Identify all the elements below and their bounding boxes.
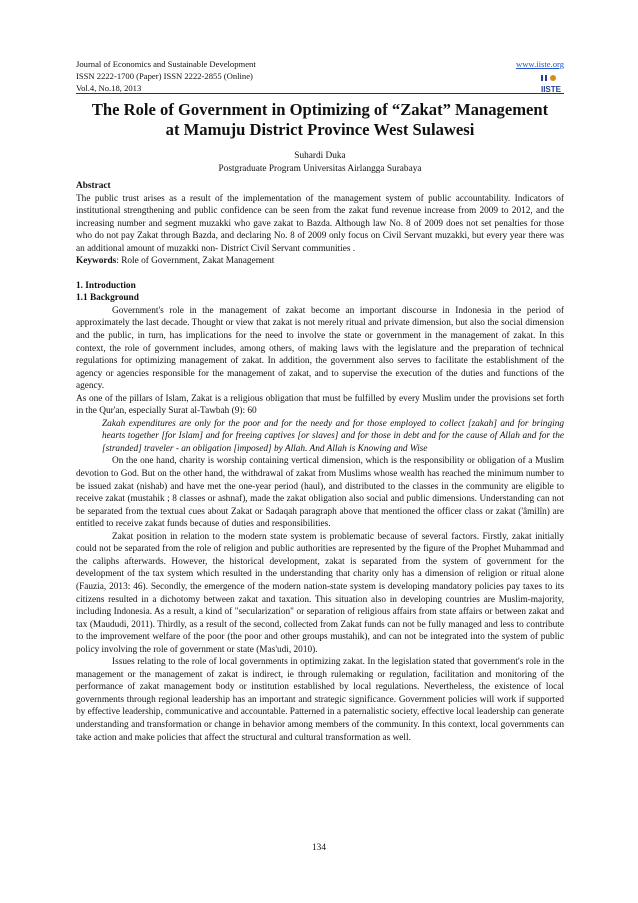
page-number: 134: [312, 843, 326, 853]
journal-name: Journal of Economics and Sustainable Development: [76, 59, 256, 69]
section-heading: 1. Introduction: [76, 280, 136, 291]
paragraph-2: As one of the pillars of Islam, Zakat is a religious obligation that must be fulfilled by every Muslim under the provisions set forth in the Qur'an, especially Surat al-Tawbah (9): 60: [76, 393, 564, 417]
logo-text: IISTE: [540, 85, 562, 94]
paper-title-line-1: The Role of Government in Optimizing of “Zakat” Management: [91, 100, 549, 119]
paper-title: [70, 100, 570, 140]
keywords-text: : Role of Government, Zakat Management: [116, 256, 275, 267]
author-affiliation: Postgraduate Program Universitas Airlangga Surabaya: [218, 164, 422, 174]
keywords-label: Keywords: [76, 256, 117, 267]
paper-body: [76, 180, 564, 744]
abstract-heading: Abstract: [76, 181, 111, 191]
paragraph-1: Government's role in the management of zakat become an important discourse in Indonesia in the period of approximately the last decade. Thought or view that zakat is not merely ritual and private dimension, but also the social dimension and the public, in turn, has implications for the need to involve the state or government in the management of zakat. In this context, the role of government includes, among others, of making laws with the legislature and the preparation of technical regulations for optimizing management of zakat. In addition, the government also serves to facilitate the establishment of the agency or agencies responsible for the management of zakat, and to supervise the execution of the duties and functions of the agency.: [76, 305, 564, 392]
subsection-heading: 1.1 Background: [76, 293, 139, 304]
quran-quote: Zakah expenditures are only for the poor and for the needy and for those employed to collect [zakah] and for bringing hearts together [for Islam] and for freeing captives [or slaves] and for those in debt and for the cause of Allah and for the [stranded] traveler - an obligation [imposed] by Allah. And Allah is Knowing and Wise: [102, 418, 564, 454]
paragraph-4: Zakat position in relation to the modern state system is problematic because of several factors. Firstly, zakat initially could not be separated from the role of religion and public authorities are represented by the figure of the Prophet Muhammad and the caliphs afterwards. However, the historical development, zakat is separated from the system of government for the development of the tax system which resulted in the understanding that charity only has a dimension of religion or ritual alone (Fauzia, 2013: 46). Secondly, the emergence of the modern nation-state system is developing mandatory policies pay taxes to its citizens resulted in a dichotomy between zakat and taxation. This situation also in developing countries are Muslim-majority, including Indonesia. As a result, a kind of "secularization" or separation of religious affairs from state affairs or between zakat and tax (Maududi, 2011). Thirdly, as a result of the second, collected from Zakat funds can not be fully managed and less to contribute to the improvement welfare of the poor (the poor and other groups mustahik), and can not be integrated into the system of public policy involving the role of government or state (Mas'udi, 2010).: [76, 531, 564, 655]
author-name: Suhardi Duka: [294, 151, 346, 161]
author-block: [76, 150, 564, 176]
paper-title-line-2: at Mamuju District Province West Sulawesi: [165, 120, 475, 139]
journal-volume: Vol.4, No.18, 2013: [76, 83, 142, 93]
header-rule: [76, 93, 564, 94]
journal-header: [76, 58, 564, 94]
journal-issn: ISSN 2222-1700 (Paper) ISSN 2222-2855 (Online): [76, 71, 253, 81]
keywords-line: [76, 255, 564, 268]
paragraph-3: On the one hand, charity is worship containing vertical dimension, which is the responsibility or obligation of a Muslim devotion to God. But on the other hand, the withdrawal of zakat from Muslims whose wealth has reached the minimum number to be issued zakat (nishab) and have met the one-year period (haul), and distributed to the classes in the community are eligible to receive zakat (mustahik ; 8 classes or ashnaf), made the zakat obligation also social and public dimensions. Understanding can not be separated from the textual cues about Zakat or Sadaqah paragraph above that mentioned the officer class or zakat ('âmilîn) are entitled to receive zakat funds because of duties and responsibilities.: [76, 456, 564, 530]
abstract-text: The public trust arises as a result of the implementation of the management system of public accountability. Indicators of institutional strengthening and public confidence can be seen from the zakat fund revenue increase from 2009 to 2012, and the increasing number and segment muzakki who gave zakat to Bazda. Although law No. 8 of 2009 does not set penalties for those who do not pay Zakat through Bazda, and declaring No. 8 of 2009 only focus on Civil Servant muzakki, but every year there was an additional amount of muzakki non- District Civil Servant communities .: [76, 193, 564, 254]
paragraph-5: Issues relating to the role of local governments in optimizing zakat. In the legislation stated that government's role in the management or the management of zakat is indirect, ie through rulemaking or regulation, facilitation and monitoring of the performance of zakat management body or institution established by local regulations. Nevertheless, the existence of local governments through regional leadership has an important and strategic significance. Government policies will work if supported by effective leadership, communicative and accountable. Patterned in a paternalistic society, effective local leadership can generate understanding and transformation or change in behavior among members of the community. In this context, local governments can take action and make policies that affect the structural and cultural transformation as well.: [76, 657, 564, 743]
journal-url-link[interactable]: www.iiste.org: [516, 59, 564, 69]
